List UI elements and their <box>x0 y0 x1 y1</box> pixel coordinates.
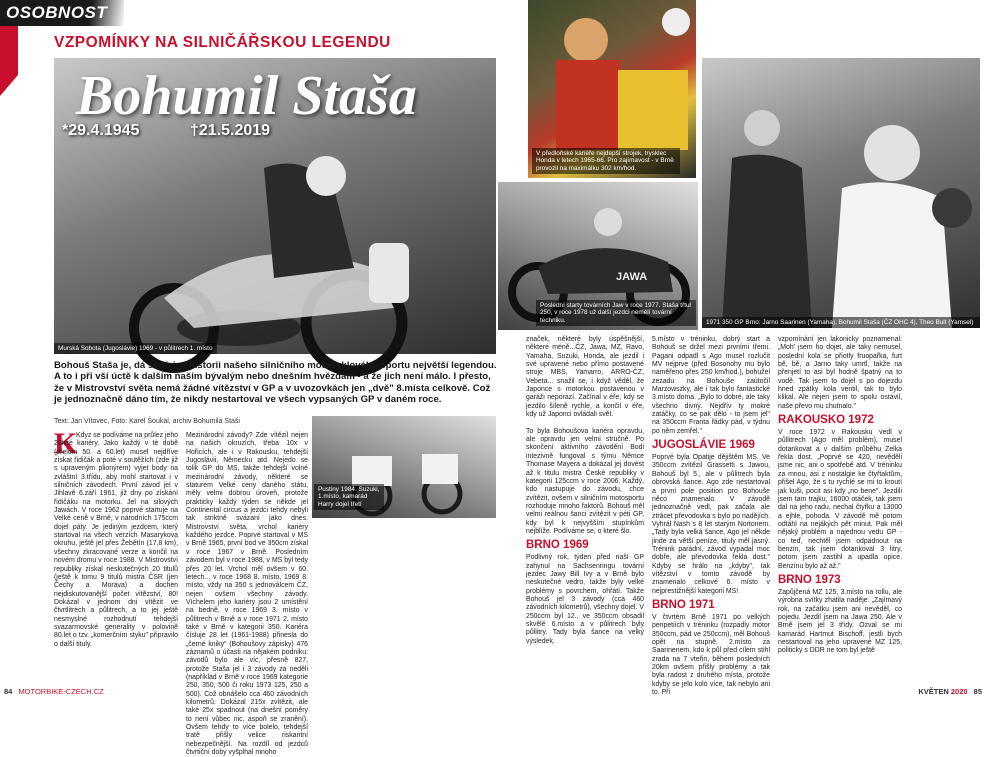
column-4-body-b: Poprvé byla Opatije dějištěm MS. Ve 350ccm zvítězil Grassetti s Jawou, Bohouš byl 5., ale v půlitrech byla obrovská šance. Ago zde nestartoval a první pole position pro Bohouše něco znamenalo. V závodě jednoznačně vedl, pak začala ale ztrácet převodovka s bylo po nadějích. Vyhrál Nash s 8 let starým Nortonem. „Tady byla velká šance, Ago jel někde jinde za větší peníze, tituly měl jasný. Trénink parádní, závod vypadal moc dobře, ale převodovka řekla dost." Kdyby se hrálo na „kdyby", tak vítězství v tomto závodě by znamenalo celkové 6. místo v nejprestižnější kategorii MS! <box>652 454 770 595</box>
column-3-body-b: Podlivný rok, týden před naší GP zahynul na Sachsenringu tovární jezdec Jawy Bill Ivy a v Brně bylo neskutečné vedro, takže byly velké problémy s povrchem, ohřátí. Takže Bohouš jel 3 závody (cca 460 závodních kilometrů), všechny dojel. V 250ccm byl 12., ve 350ccm obsadil skvělé 6.místo a v půlitrech byly půllitry. Tady byla šance na velký výsledek, <box>526 554 644 645</box>
column-3 <box>526 336 644 680</box>
page-number-right: 85 <box>973 687 982 696</box>
column-1: Kdyz se podíváme na průlez jeho 28leté kariéry. Jako každý v té době (přelom 50. a 60.let) musel nejdříve získat řidičák a poté v soutěžích (zde již s upraveným plionýrem) vyjet body na zvláštní 3.třídu, aby mohl startovat i v silničních závodech. První závod jel v Jihlavě 6.září 1961, již dny po získání řidičáku na motorku. Jel na silových Jawách. V roce 1962 poprvé startuje na Velké ceně v Brně, v národních 175ccm dojel páty. Je jediným jezdcem, který startoval na všech verzích Masarykova okruhu, ještě jel přes Žebětín (17,8 km), všechny zkracované verze a končil na novém dromu v roce 1988. V Mistrovství republiky získal neskutečných 20 titulů (ještě k tomu 9 titulů mistra ČSR (jen Čechy a Morava) a dochen nejdiskutovanější počet vítězství, 80! Dokázal v jednom dni vítězit ve čtvrtlitrech a půlitrech, a to jej ještě nesmyslné rozhodnutí tehdejší svazarmovské generality v polovině 80.let o tzv. „komerčním styku" připravilo o další tituly. <box>54 432 178 648</box>
footer-right <box>918 684 982 699</box>
drop-cap: K <box>54 427 78 460</box>
podium-people <box>702 58 980 328</box>
footer-month: KVĚTEN <box>918 687 949 696</box>
heading-jugoslavie-1969: JUGOSLÁVIE 1969 <box>652 439 755 452</box>
column-4-body: 5.místo v tréninku, dobrý start a Bohouš se držel mezi prvními třemi. Pagani odpadl s Ago musel rozlučit MV nejprve (před Bosonohy mu bylo naměřeno přes 250 km/hod.), bohužel zezadu na Bohouše zaútočil Marzowszky, ale i tak bylo fantastické 3.místo doma. „Bylo to dobré, ale taky všechno divný. Nejdřív ty mokré zatáčky, co se pak dělo - to jsem jel" na 350ccm Franta řádky pád, v týdnu po něm zemřel." <box>652 336 770 435</box>
red-stripe <box>0 26 18 96</box>
jawa-caption: Poslední starty továrních Jaw v roce 1977. Staša třtul 250, v roce 1978 už další jezdci nemělí tovární techniku. <box>536 300 696 326</box>
column-4-body-c: V čtvrtém Brně 1971 po velkých peripetiích v tréninku (rozpadly motor 350ccm, pád ve 250ccm), měl Bohouš opět na stupně. 2.místo za Saarinenem, kdo k půl před cílem stihl zrada na 7 vteřin, během posledních 20km ovšem přišly problémy a tak byla radost z druhého místa, protože kdyby se jelo kolo více, tak nebylo ani to. Při <box>652 613 770 697</box>
podium-photo <box>702 58 980 328</box>
heading-rakousko-1972: RAKOUSKO 1972 <box>778 414 874 427</box>
column-4 <box>652 336 770 697</box>
inset-photo <box>312 416 496 518</box>
hero-name: Bohumil Staša <box>76 65 417 127</box>
footer-year: 2020 <box>950 687 968 696</box>
section-tag <box>0 0 124 26</box>
kicker: VZPOMÍNKY NA SILNIČÁŘSKOU LEGENDU <box>54 34 391 51</box>
column-5-body: vzpomínání jen lakonicky poznamenal: „Moh' jsem ho dojet, ale taky nemusel, poslední kola se přiotly fruopařka, furt bě, bě, a Jarno taky umrtl, takže na přenjetí to asi byl hodně špatný na to vodě. Tak jsem to dojel s po dojezdu hned zpátky kola ventil, tak to bylo klikal. Ale nejen jsem to spolu ostávil, naše převo mu chutnalo." <box>778 336 902 410</box>
hero-died: †21.5.2019 <box>190 122 271 139</box>
column-5-body-b: V roce 1972 v Rakousku vedl v půllitrech (Ago měl problém), musel dotankovat a v dalším průběhu Zelka řekla dost. „Poprvé se 420, nevěděli jsme nic, ani o spotřebě atd. V tréninku za mnou, asi z nostalgie ke čtyřtaktům, přišel Ago, že s tu rychlé se mi to kroutí jak kuši, pocit asi kdy „no bene". Jezdili jsem tam trajku, 16000 otáček, tak jsem dal na jeho radu, nechal čtyřku a 13000 a ejhle, pohoda. V závodě mě potom odtáhl na nejákých pět minut. Pak měl nějaký problém a najednou vedu GP - co teď, nechtěl jsem odpadnout na benzin, tak jsem dotankoval 3 litry, potom jsem zastihl a upadla opice. Benzínu bylo až až." <box>778 429 902 570</box>
column-3-body: značek, některé byly úspěšnější, některé méně...ČZ, Jawa, MZ, Ravo, Yamaha, Suzuki, Honda, ale jezdil i své upravené nebo přímo postavené stroje MBS, Yamarro, ARRO-ČZ, Vebeta... snažil se, i když věděl, že Japonce s motorkou postavenou v garáži neporazí. Začínal v éře, kdy se jezdilo šíleně rychle, a končil v éře, kdy už Japonci ovládali svět. To byla Bohoušova kariéra opravdu, ale opravdu jen velmi stručně. Po skončení aktivního závodění Bodi intezivně fungoval s týmu Němce Thomase Mayera a dokázal jej dovést až k titulu mistra České republiky v kategorii 125ccm v roce 2006. Každý, kdo nastupuje do závodu, chce zvítězit, ovšem v silničním motosportu rozhoduje mnoho faktorů. Bohouš měl velmi reálnou šanci zvítězit v péti GP, kdy byl k nejvyšším stupínkům nejblíže. Podíváme se, o které šlo. <box>526 336 644 535</box>
lead-paragraph: Bohouš Staša je, dá se říci, v historii našeho silničního motocyklového sportu největší legendou. A to i při vší úctě k dalším našim bývalým nebo dnešním hvězdám - a že jich není málo. I přesto, že v Mistrovství světa nemá žádné vítězství v GP a v uvozovkách jen „dvě" 8.místa celkově. Což je jednoznačně dáno tím, že nikdy nestartoval ve všech vypsaných GP v daném roce. <box>54 360 497 406</box>
column-5 <box>778 336 902 680</box>
footer-left <box>4 684 104 699</box>
column-5-body-c: Zapůjčená MZ 125, 3.místo na rollu, ale výrobna svítky zhatila naděje. „Zajímavý rok, na začátku jsem ani nevěděl, co pojedu. Jezdil jsem na Jawa 250. Ale v Brně jsem jel 3 třídy. Ozval se mi kamarád Hartmut Bischoff, jestli bych nestartoval na jeho upravené MZ 125, politicky s DDR ne tom byl ještě <box>778 588 902 655</box>
jawa-photo <box>498 182 698 330</box>
inset-caption: Pustiny 1984. Suzuki, 1.místo, kamarád Harry dojel třetí <box>314 484 384 510</box>
site-left: MOTORBIKE-CZECH.CZ <box>18 687 104 696</box>
hero-caption: Murská Sobota (Jugoslávie) 1969 - v půlitrech 1. místo <box>54 343 217 354</box>
credits: Text: Jan Vítovec, Foto: Karel Šoukal, archiv Bohumila Staši <box>54 418 240 425</box>
section-tag-label: OSOBNOST <box>6 3 108 22</box>
honda-caption: V předloňské kariéře nejdepší strojek, trysklec Honda v letech 1965-66. Pro zajímavost - v Brně provozil na maximálku 302 km/hod. <box>532 148 680 174</box>
hero-born: *29.4.1945 <box>62 122 140 139</box>
page-number-left: 84 <box>4 687 13 696</box>
podium-caption: 1971 350 GP Brno: Jarno Saarinen (Yamaha), Bohumil Staša (ČZ OHC 4), Theo Bult (Yamsel) <box>702 317 980 328</box>
heading-brno-1971: BRNO 1971 <box>652 598 715 611</box>
heading-brno-1973: BRNO 1973 <box>778 573 841 586</box>
honda-photo <box>528 0 696 178</box>
column-2: Mezinárodní závody? Zde vítězil nejen na našich okruzích, třeba 10x v Hořicích, ale i v Rakousku, tehdejší Jugoslávii, Německu atd. Nejedo se tolik GP do MS, takže tehdejší volné mezinárodní závody, některé se staturem Velké ceny daného státu, měly velmi dobrou úroveň, protože prakticky každý týden se někde jel Continental circus a jezdci tehdy nebyli tak striktně svázaní jako dnes. Mistrovství světa, vrchol kariéry každého jezdce. Poprvé startoval v MS v Brně 1965, první bod ve 350cm získal v roce 1967 v Brně. Posledním závodem byl v roce 1988, v MS byl tedy přes 20 let. Vrchol měl ovšem v 60. letech... v roce 1968 8. místo, 1969 8. místo, vždy na 350 s jednoválcem ČZ, nejen ovšem všechny závody. Víchelem jeho kariéry jsou 2 umístění na bedně, v roce 1969 3. místo v půlitrech v Brně a v roce 1971 2. místo také v Brně v kategorii 350. Kariéra čísluje 28 let (1961-1988) přinesla do „černé kniky" (Bohoušovy zápisky) 476 záznamů o účasti na nějakém podniku: závodů bylo ale víc, přesně 827, protože Staša jel i 3 závody za neděli (například v Brně v roce 1969 kategorie 250, 350, 500 či roku 1973 125, 250 a 500). Což obnášelo cca 460 závodních kilometrů. Dokázal 215x zvítězit, ale také 25x spadnout (na dnešní poměry to není vůbec nic, aspoň se zranění). Ovšem tehdy to více bolelo, tehdejší tratě přišly velice riskantní nebezpečnější. Na rozdíl od jezdců čtvrtiční doby vyšplhal mnoho <box>186 432 308 757</box>
hero-photo <box>54 58 496 354</box>
heading-brno-1969: BRNO 1969 <box>526 539 589 552</box>
jawa-logo: JAWA <box>616 271 648 283</box>
